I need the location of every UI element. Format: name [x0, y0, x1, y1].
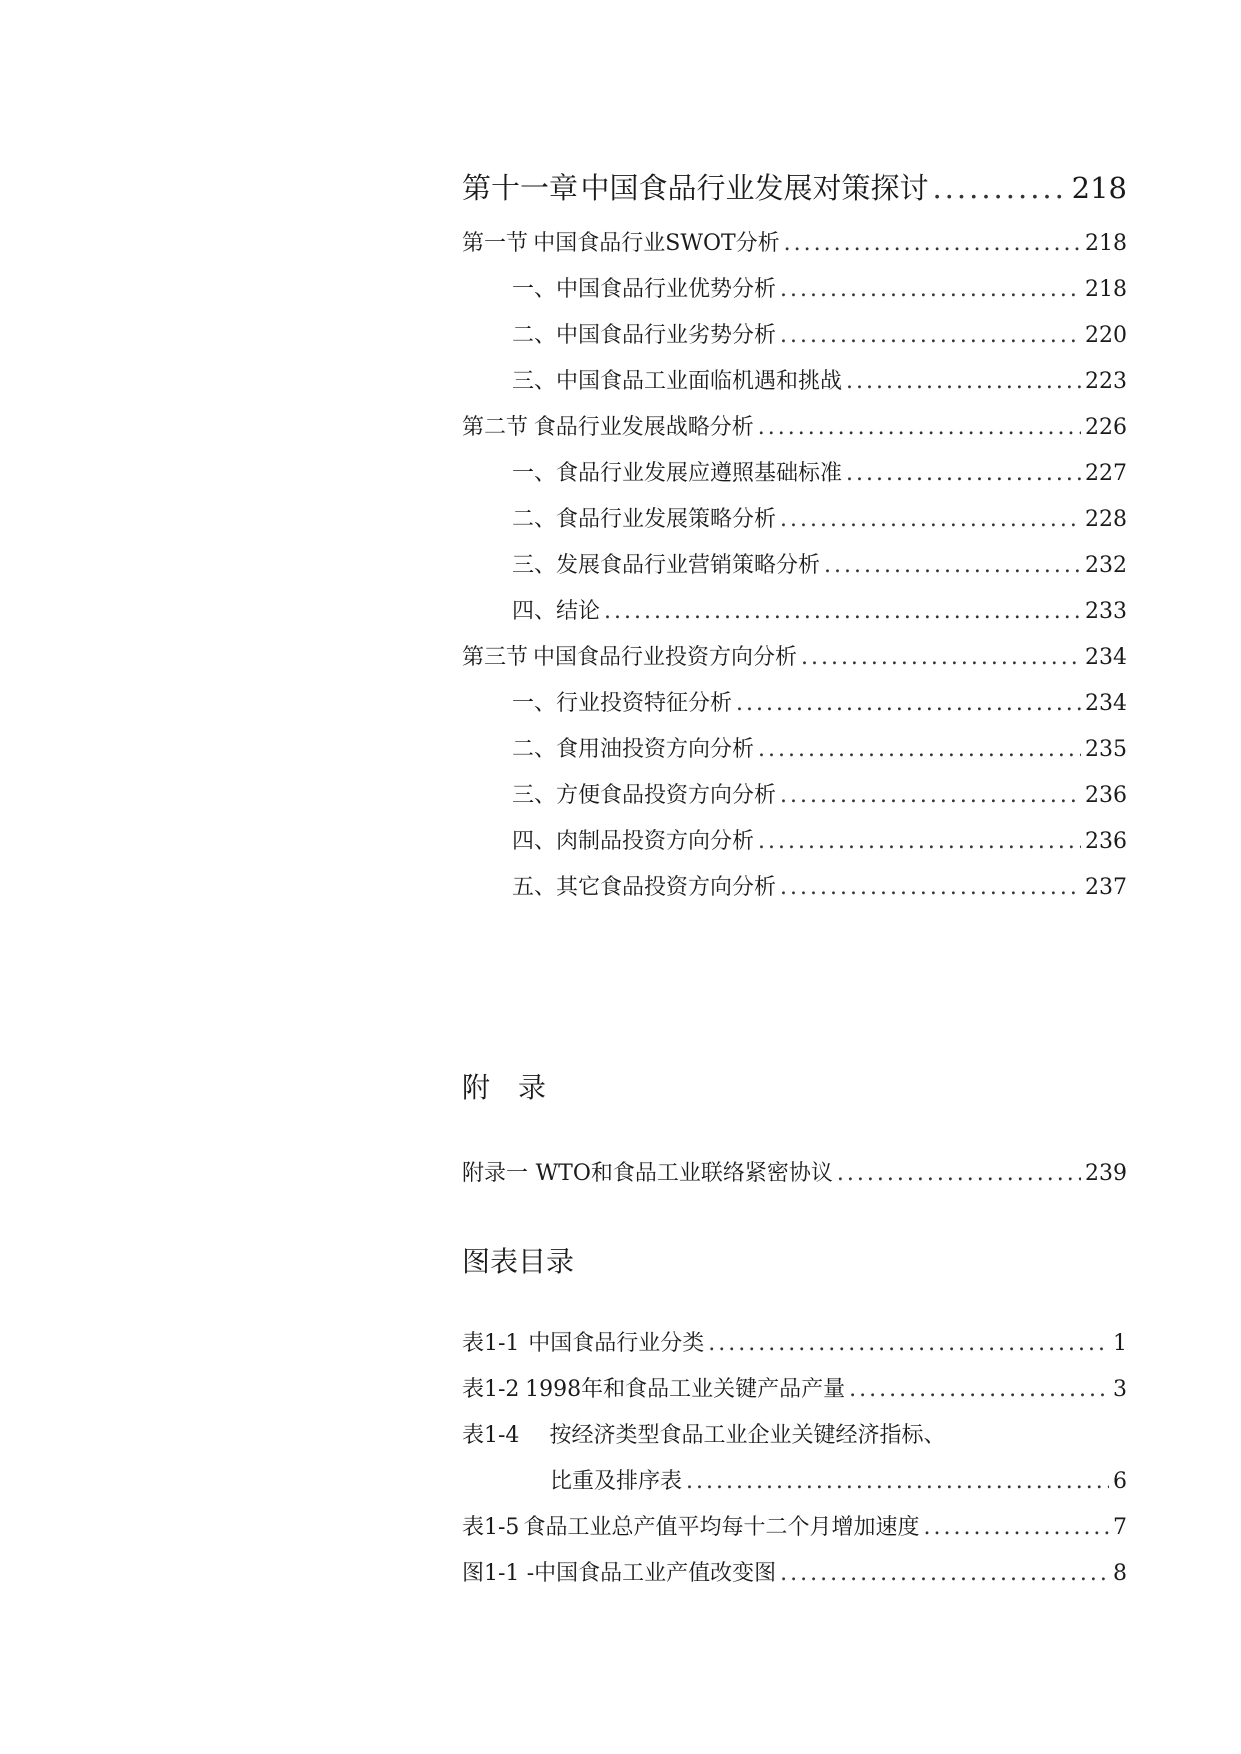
entry-label: 第二节 [462, 415, 529, 440]
page-number: 220 [1085, 323, 1127, 348]
page-number: 227 [1085, 461, 1127, 486]
entry-label: 附录一 [462, 1161, 529, 1186]
page-number: 232 [1085, 553, 1127, 578]
entry-label: 五、 [512, 875, 557, 900]
entry-label: 二、 [512, 737, 557, 762]
page-number: 218 [1085, 231, 1127, 256]
entry-label: 二、 [512, 323, 557, 348]
page-number: 8 [1113, 1561, 1127, 1586]
toc-entry-figure-continuation[interactable] [550, 1456, 1127, 1496]
dot-leader [846, 460, 1081, 488]
page-number: 237 [1085, 875, 1127, 900]
entry-label: 第一节 [462, 231, 529, 256]
dot-leader [780, 1560, 1109, 1588]
page-number: 226 [1085, 415, 1127, 440]
dot-leader [736, 690, 1081, 718]
entry-label: 图1-1 [462, 1561, 520, 1586]
toc-entry-subsection[interactable] [512, 586, 1127, 626]
toc-entry-subsection[interactable] [512, 448, 1127, 488]
entry-title: 食用油投资方向分析 [556, 737, 755, 762]
page-number: 235 [1085, 737, 1127, 762]
entry-label: 表1-1 [462, 1331, 520, 1356]
page-number: 236 [1085, 829, 1127, 854]
dot-leader [708, 1330, 1109, 1358]
entry-label: 三、 [512, 553, 557, 578]
entry-label: 表1-4 [462, 1423, 520, 1448]
entry-title: 发展食品行业营销策略分析 [556, 553, 821, 578]
dot-leader [846, 368, 1081, 396]
toc-entry-subsection[interactable] [512, 264, 1127, 304]
toc-entry-subsection[interactable] [512, 862, 1127, 902]
toc-entry-subsection[interactable] [512, 356, 1127, 396]
page-number: 3 [1113, 1377, 1127, 1402]
toc-entry-figure[interactable] [462, 1364, 1127, 1404]
dot-leader [780, 506, 1081, 534]
dot-leader [758, 414, 1081, 442]
entry-title: 行业投资特征分析 [556, 691, 733, 716]
entry-label: 三、 [512, 369, 557, 394]
entry-title: 中国食品行业优势分析 [556, 277, 777, 302]
toc-entry-subsection[interactable] [512, 494, 1127, 534]
appendix-heading: 附 录 [462, 1071, 547, 1104]
page-number: 223 [1085, 369, 1127, 394]
dot-leader [924, 1514, 1109, 1542]
entry-title: 中国食品工业面临机遇和挑战 [556, 369, 843, 394]
dot-leader [837, 1160, 1081, 1188]
entry-label: 四、 [512, 599, 557, 624]
toc-entry-subsection[interactable] [512, 540, 1127, 580]
chapter-title: 中国食品行业发展对策探讨 [580, 171, 929, 205]
chapter-label: 第十一章 [462, 171, 579, 205]
dot-leader [780, 322, 1081, 350]
dot-leader [780, 782, 1081, 810]
entry-label: 一、 [512, 277, 557, 302]
entry-title: 1998年和食品工业关键产品产量 [525, 1377, 846, 1402]
entry-label: 第三节 [462, 645, 529, 670]
page-number: 234 [1085, 645, 1127, 670]
figures-heading: 图表目录 [462, 1245, 575, 1278]
dot-leader [801, 644, 1081, 672]
entry-title: 中国食品行业投资方向分析 [532, 645, 797, 670]
dot-leader [932, 170, 1067, 206]
page-number: 6 [1113, 1469, 1127, 1494]
page-number: 234 [1085, 691, 1127, 716]
entry-label: 表1-2 [462, 1377, 520, 1402]
page-number: 239 [1085, 1161, 1127, 1186]
page-number: 218 [1085, 277, 1127, 302]
toc-entry-section[interactable] [462, 218, 1127, 258]
dot-leader [780, 874, 1081, 902]
toc-entry-figure[interactable] [462, 1502, 1127, 1542]
entry-label: 三、 [512, 783, 557, 808]
entry-title: 其它食品投资方向分析 [556, 875, 777, 900]
entry-title: 肉制品投资方向分析 [556, 829, 755, 854]
toc-entry-appendix[interactable] [462, 1148, 1127, 1188]
entry-label: 一、 [512, 691, 557, 716]
entry-label: 四、 [512, 829, 557, 854]
entry-title: WTO和食品工业联络紧密协议 [535, 1161, 833, 1186]
toc-entry-subsection[interactable] [512, 770, 1127, 810]
toc-entry-figure[interactable] [462, 1410, 1127, 1450]
entry-title: 方便食品投资方向分析 [556, 783, 777, 808]
entry-title: 中国食品行业劣势分析 [556, 323, 777, 348]
toc-entry-subsection[interactable] [512, 724, 1127, 764]
entry-title: 按经济类型食品工业企业关键经济指标、 [549, 1423, 946, 1448]
dot-leader [686, 1468, 1109, 1496]
entry-title: 食品行业发展战略分析 [533, 415, 754, 440]
entry-label: 表1-5 [462, 1515, 520, 1540]
toc-entry-subsection[interactable] [512, 678, 1127, 718]
entry-title: -中国食品工业产值改变图 [526, 1561, 777, 1586]
entry-title: 食品行业发展策略分析 [556, 507, 777, 532]
toc-entry-figure[interactable] [462, 1318, 1127, 1358]
page-number: 228 [1085, 507, 1127, 532]
page-number: 233 [1085, 599, 1127, 624]
dot-leader [849, 1376, 1109, 1404]
dot-leader [758, 828, 1081, 856]
page-number: 1 [1113, 1331, 1127, 1356]
toc-entry-section[interactable] [462, 402, 1127, 442]
dot-leader [758, 736, 1081, 764]
page-number: 236 [1085, 783, 1127, 808]
dot-leader [824, 552, 1081, 580]
entry-title: 中国食品行业SWOT分析 [533, 231, 780, 256]
entry-title: 食品工业总产值平均每十二个月增加速度 [523, 1515, 920, 1540]
page-number: 218 [1071, 171, 1127, 205]
entry-title: 食品行业发展应遵照基础标准 [556, 461, 843, 486]
dot-leader [784, 230, 1081, 258]
dot-leader [604, 598, 1081, 626]
chapter-entry[interactable] [462, 160, 1127, 206]
entry-title: 结论 [556, 599, 601, 624]
toc-entry-section[interactable] [462, 632, 1127, 672]
entry-title: 比重及排序表 [550, 1469, 683, 1494]
page-number: 7 [1113, 1515, 1127, 1540]
dot-leader [780, 276, 1081, 304]
toc-entry-subsection[interactable] [512, 310, 1127, 350]
entry-title: 中国食品行业分类 [528, 1331, 705, 1356]
entry-label: 二、 [512, 507, 557, 532]
toc-entry-figure[interactable] [462, 1548, 1127, 1588]
entry-label: 一、 [512, 461, 557, 486]
toc-entry-subsection[interactable] [512, 816, 1127, 856]
